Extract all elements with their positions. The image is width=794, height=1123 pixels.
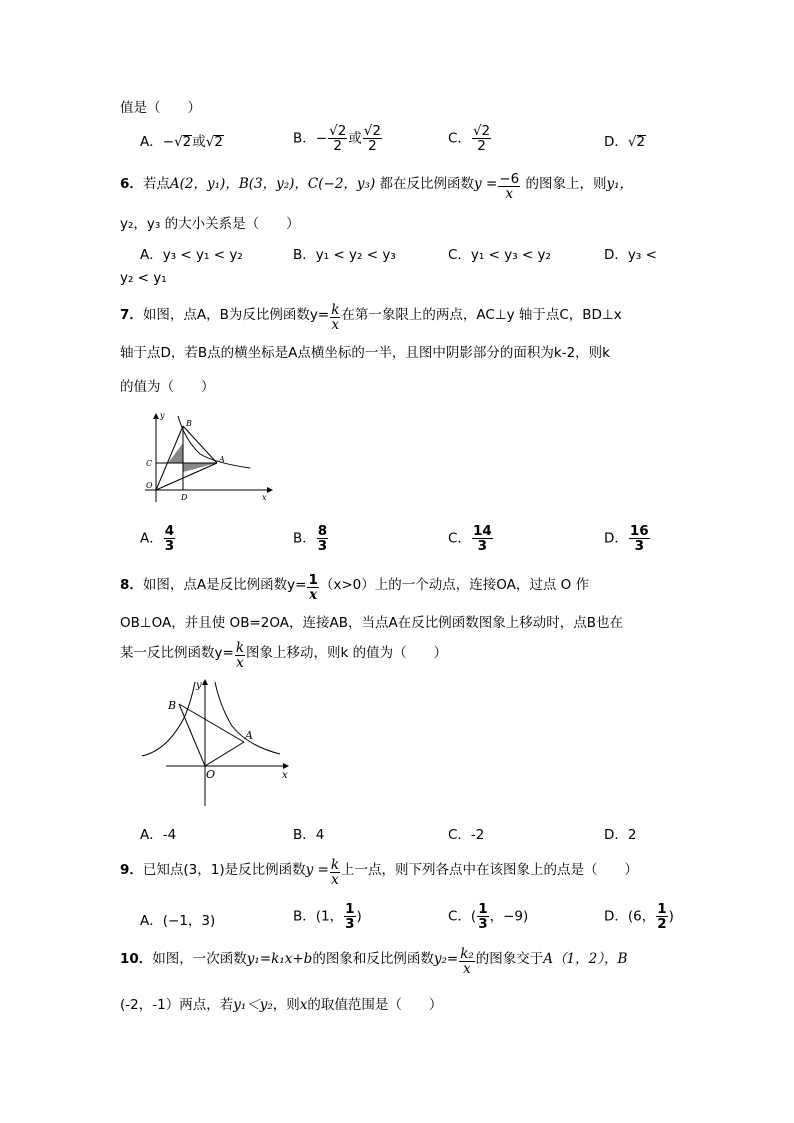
- q5-option-b[interactable]: B．− $\frac{√2}{2}$ 或 $\frac{√2}{2}$: [293, 123, 381, 154]
- label-b: B: [186, 419, 192, 428]
- q6-line1: 6．若点A(2，y₁)，B(3，y₂)，C(−2，y₃) 都在反比例函数y = $\frac{-6}{x}$ 的图象上，则y₁，: [120, 171, 634, 202]
- q7-option-b[interactable]: B． $\frac{8}{3}$: [293, 523, 328, 554]
- label-d: D: [181, 493, 188, 502]
- q8-line1: 8．如图，点A是反比例函数y= $\frac{1}{x}$ （x>0）上的一个动点，连接OA，过点 O 作: [120, 572, 590, 603]
- label-a: A: [219, 455, 225, 464]
- q7-line1: 7．如图，点A，B为反比例函数y= $\frac{k}{x}$ 在第一象限上的两点，AC⊥y 轴于点C，BD⊥x: [120, 302, 622, 333]
- label-x: x: [262, 493, 267, 502]
- label-a: A: [245, 729, 253, 742]
- q7-figure: [140, 410, 280, 506]
- q6-option-d[interactable]: D．y₃ <: [604, 247, 657, 263]
- label-y: y: [196, 680, 202, 691]
- label-x: x: [282, 770, 288, 781]
- q5-option-d[interactable]: D．√2: [604, 134, 646, 150]
- segment-ob: [179, 704, 205, 766]
- q7-line3: 的值为（ ）: [120, 379, 215, 395]
- shaded-region-left: [168, 443, 183, 463]
- q5-option-c[interactable]: C． $\frac{√2}{2}$: [448, 123, 491, 154]
- q8-option-a[interactable]: A．-4: [140, 827, 177, 843]
- label-o: O: [206, 768, 216, 781]
- q8-option-c[interactable]: C．-2: [448, 827, 485, 843]
- q9-option-c[interactable]: C．( $\frac{1}{3}$ ，−9): [448, 901, 529, 932]
- hyperbola-left: [142, 682, 195, 756]
- q10-line2: (-2，-1）两点，若y₁＜y₂，则x的取值范围是（ ）: [120, 997, 443, 1013]
- label-y: y: [160, 411, 165, 420]
- q8-option-d[interactable]: D．2: [604, 827, 637, 843]
- q7-option-d[interactable]: D． $\frac{16}{3}$: [604, 523, 649, 554]
- q7-option-a[interactable]: A． $\frac{4}{3}$: [140, 523, 175, 554]
- q6-option-c[interactable]: C．y₁ < y₃ < y₂: [448, 247, 551, 263]
- q8-line2: OB⊥OA，并且使 OB=2OA，连接AB，当点A在反比例函数图象上移动时，点B也在: [120, 615, 623, 631]
- q10-line1: 10．如图，一次函数y₁=k₁x+b的图象和反比例函数y₂= $\frac{\text{k₂}}{x}$ 的图象交于A（1，2），B: [120, 946, 628, 977]
- q6-option-d-wrap: y₂ < y₁: [120, 270, 167, 286]
- q9-option-a[interactable]: A．(−1，3): [140, 913, 216, 929]
- q6-line2: y₂，y₃ 的大小关系是（ ）: [120, 216, 300, 232]
- q5-stem-tail: 值是（ ）: [120, 100, 201, 116]
- q7-option-c[interactable]: C． $\frac{14}{3}$: [448, 523, 492, 554]
- segment-ab: [179, 704, 244, 742]
- q5-option-a[interactable]: A．−√2或√2: [140, 134, 223, 150]
- label-b: B: [168, 699, 177, 712]
- label-c: C: [146, 459, 153, 468]
- segment-oa: [205, 742, 244, 766]
- q9-line1: 9．已知点(3，1)是反比例函数y = $\frac{k}{x}$ 上一点，则下列各点中在该图象上的点是（ ）: [120, 857, 639, 888]
- q8-figure: [140, 676, 300, 810]
- q8-line3: 某一反比例函数y= $\frac{k}{x}$ 图象上移动，则k 的值为（ ）: [120, 640, 448, 671]
- q6-option-b[interactable]: B．y₁ < y₂ < y₃: [293, 247, 396, 263]
- label-o: O: [146, 481, 153, 490]
- segment-ab: [183, 426, 217, 463]
- q7-line2: 轴于点D，若B点的横坐标是A点横坐标的一半，且图中阴影部分的面积为k-2，则k: [120, 345, 610, 361]
- q6-option-a[interactable]: A．y₃ < y₁ < y₂: [140, 247, 243, 263]
- q9-option-b[interactable]: B．(1， $\frac{1}{3}$ ): [293, 901, 362, 932]
- hyperbola-right: [215, 682, 280, 754]
- q9-option-d[interactable]: D．(6， $\frac{1}{2}$ ): [604, 901, 674, 932]
- q8-option-b[interactable]: B．4: [293, 827, 325, 843]
